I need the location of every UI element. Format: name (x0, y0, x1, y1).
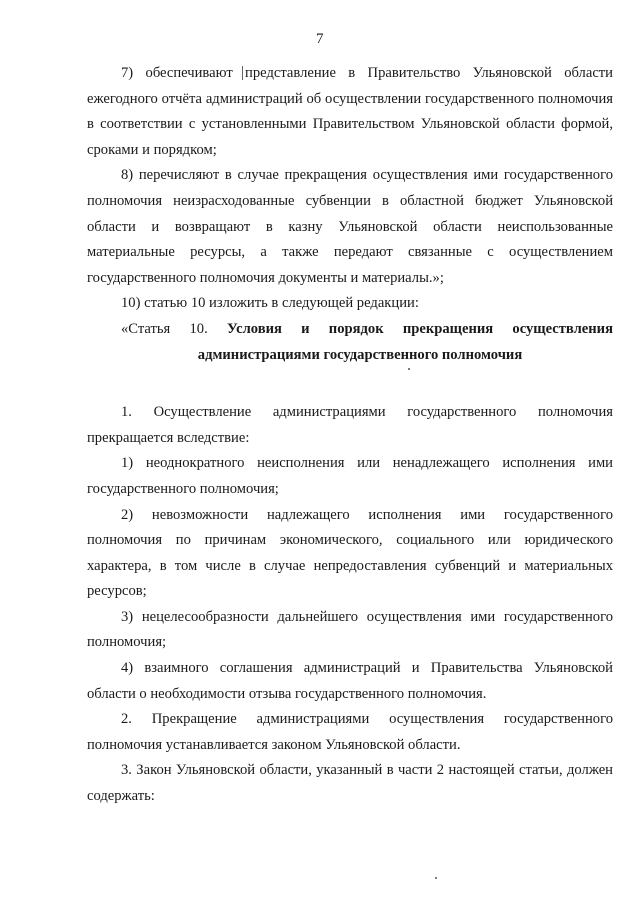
page-number: 7 (316, 31, 324, 47)
clause-1-item-3: 3) нецелесообразности дальнейшего осуществления ими государственного полномочия; (87, 608, 613, 651)
article-title-line2: администрациями государственного полномочия (197, 346, 523, 363)
article-prefix: «Статья 10. (121, 320, 208, 337)
section-spacer (87, 368, 613, 400)
clause-1-item-4: 4) взаимного соглашения администраций и Правительства Ульяновской области о необходимости отзыва государственного полномочия. (87, 660, 613, 702)
paragraph-item-10: 10) статью 10 изложить в следующей редакции: (121, 295, 419, 312)
article-title-line1: Условия и порядок прекращения осуществления (226, 320, 613, 337)
clause-1-item-1: 1) неоднократного неисполнения или ненадлежащего исполнения ими государственного полномочия; (87, 455, 613, 497)
paragraph-item-8: 8) перечисляют в случае прекращения осуществления ими государственного полномочия неизрасходованные субвенции в областной бюджет Ульяновской области и возвращают в казну Ульяновской области неиспользованные материальные ресурсы, а также передают связанные с осуществлением государственного полномочия документы и материалы.»; (87, 167, 613, 286)
clause-2: 2. Прекращение администрациями осуществления государственного полномочия устанавливается законом Ульяновской области. (87, 711, 613, 753)
document-body (87, 61, 613, 810)
paragraph-item-7: 7) обеспечивают представление в Правительство Ульяновской области ежегодного отчёта администраций об осуществлении государственного полномочия в соответствии с установленными Правительством Ульяновской области формой, сроками и порядком; (87, 65, 613, 158)
article-heading (87, 317, 613, 343)
clause-1: 1. Осуществление администрациями государственного полномочия прекращается вследствие: (87, 404, 613, 446)
clause-1-item-2: 2) невозможности надлежащего исполнения ими государственного полномочия по причинам экономического, социального или юридического характера, в том числе в случае непредоставления субвенций и материальных ресурсов; (87, 506, 613, 600)
scan-artifact (435, 877, 437, 879)
clause-3: 3. Закон Ульяновской области, указанный в части 2 настоящей статьи, должен содержать: (87, 762, 613, 805)
